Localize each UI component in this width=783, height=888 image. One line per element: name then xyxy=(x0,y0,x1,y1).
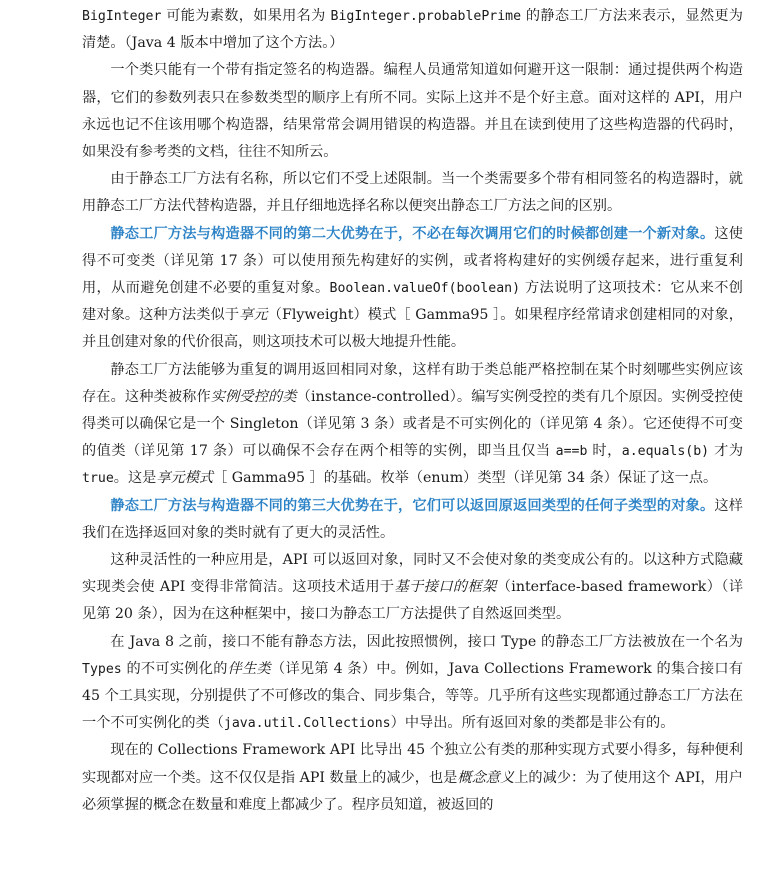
code-span: java.util.Collections xyxy=(223,716,391,732)
text-span: BigInteger.probablePrime xyxy=(330,9,522,24)
code-span: a==b xyxy=(555,444,588,460)
emphasis-span: 享元模式 xyxy=(156,470,214,487)
text-span: 这种灵活性的一种应用是，API 可以返回对象，同时又不会使对象的类变成公有的。以这种方式隐藏实现类会使 API 变得非常简洁。这项技术适用于 xyxy=(82,552,743,596)
emphasis-span: 概念意义 xyxy=(457,769,515,786)
text-span: 由于静态工厂方法有名称，所以它们不受上述限制。当一个类需要多个带有相同签名的构造器时，就用静态工厂方法代替构造器，并且仔细地选择名称以便突出静态工厂方法之间的区别。 xyxy=(82,171,743,215)
text-span: 时， xyxy=(587,443,622,460)
text-span: 上的减少：为了使用这个 API，用户必须掌握的概念在数量和难度上都减少了。程序员知道，被返回的 xyxy=(82,769,743,813)
text-span: 在 Java 8 之前，接口不能有静态方法，因此按照惯例，接口 Type 的静态工厂方法被放在一个名为 xyxy=(110,633,743,650)
text-span: 这样我们在选择返回对象的类时就有了更大的灵活性。 xyxy=(82,497,743,541)
emphasis-span: 伴生类 xyxy=(227,660,272,677)
text-span: 这使得不可变类（详见第 17 条）可以使用预先构建好的实例，或者将构建好的实例缓存起来，进行重复利用，从而避免创建不必要的重复对象。 xyxy=(82,225,743,297)
text-span: （interface-based framework）（详见第 20 条），因为在这种框架中，接口为静态工厂方法提供了自然返回类型。 xyxy=(82,579,744,623)
text-span: 方法说明了这项技术：它从来不创建对象。这种方法类似于 xyxy=(82,280,743,324)
text-span: 。这是 xyxy=(113,470,157,487)
text-span: （详见第 4 条）中。例如，Java Collections Framework 的集合接口有 45 个工具实现，分别提供了不可修改的集合、同步集合，等等。几乎所有这些实现都通过静态工厂方法在一个不可实例化的类（ xyxy=(82,660,744,732)
paragraph-5 xyxy=(82,493,743,547)
emphasis-span: 基于接口的框架 xyxy=(394,579,497,596)
paragraph-8 xyxy=(82,737,743,819)
emphasis-span: 实例受控的类 xyxy=(210,388,297,405)
text-span: （Flyweight）模式［ Gamma95 ］。如果程序经常请求创建相同的对象，并且创建对象的代价很高，则这项技术可以极大地提升性能。 xyxy=(82,307,743,351)
text-span: 才为 xyxy=(709,443,744,460)
text-span: ）中导出。所有返回对象的类都是非公有的。 xyxy=(390,715,675,732)
text-span: ［ Gamma95 ］的基础。枚举（enum）类型（详见第 34 条）保证了这一点。 xyxy=(213,470,718,487)
text-span: 静态工厂方法能够为重复的调用返回相同对象，这样有助于类总能严格控制在某个时刻哪些实例应该存在。这种类被称作 xyxy=(82,361,743,405)
paragraph-2 xyxy=(82,166,743,220)
paragraph-0 xyxy=(82,3,743,57)
highlight-text: 静态工厂方法与构造器不同的第二大优势在于，不必在每次调用它们的时候都创建一个新对象。 xyxy=(110,225,715,242)
code-span: Types xyxy=(82,661,122,677)
emphasis-span: 享元 xyxy=(239,307,268,324)
text-span: 现在的 Collections Framework API 比导出 45 个独立公有类的那种实现方式要小得多，每种便利实现都对应一个类。这不仅仅是指 API 数量上的减少，也是 xyxy=(82,742,743,786)
text-span: （instance-controlled）。编写实例受控的类有几个原因。实例受控使得类可以确保它是一个 Singleton（详见第 3 条）或者是不可实例化的（详见第 4 条）。它还使得不可变的值类（详见第 17 条）可以确保不会存在两个相等的实例，即当且仅当 xyxy=(82,388,743,460)
highlight-text: 静态工厂方法与构造器不同的第三大优势在于，它们可以返回原返回类型的任何子类型的对象。 xyxy=(110,497,715,514)
text-span: 可能为素数，如果用名为 xyxy=(161,8,331,24)
paragraph-3 xyxy=(82,221,743,357)
code-span: a.equals(b) xyxy=(621,444,710,460)
paragraph-6 xyxy=(82,547,743,629)
text-span: 一个类只能有一个带有指定签名的构造器。编程人员通常知道如何避开这一限制：通过提供两个构造器，它们的参数列表只在参数类型的顺序上有所不同。实际上这并不是个好主意。面对这样的 API，用户永远也记不住该用哪个构造器，结果常常会调用错误的构造器。并且在读到使用了这些构造器的代码时，如果没有参考类的文档，往往不知所云。 xyxy=(82,62,743,161)
code-span: true xyxy=(82,471,114,487)
text-span: 的静态工厂方法来表示，显然更为清楚。（Java 4 版本中增加了这个方法。） xyxy=(82,8,743,52)
paragraph-4 xyxy=(82,357,743,493)
paragraph-1 xyxy=(82,57,743,166)
code-span: Boolean.valueOf(boolean) xyxy=(329,281,521,297)
text-span: 的不可实例化的 xyxy=(121,660,228,677)
text-span: BigInteger xyxy=(82,9,162,24)
paragraph-7 xyxy=(82,629,743,738)
